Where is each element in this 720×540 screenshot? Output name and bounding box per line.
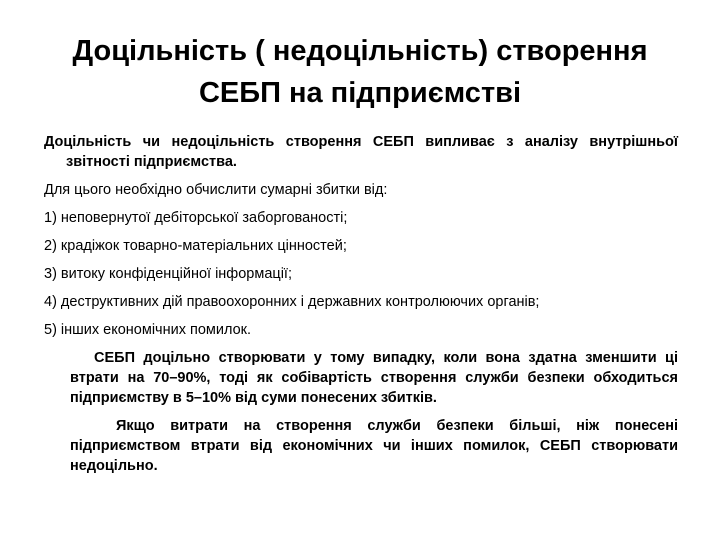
- list-item: 2) крадіжок товарно-матеріальних цінностей;: [44, 238, 347, 254]
- list-item: 4) деструктивних дій правоохоронних і державних контролюючих органів;: [44, 294, 540, 310]
- slide-title: Доцільність ( недоцільність) створення СЕБП на підприємстві: [72, 35, 648, 109]
- paragraph-benefit: СЕБП доцільно створювати у тому випадку, коли вона здатна зменшити ці втрати на 70–90%, тоді як собівартість створення служби безпеки обходиться підприємству в 5–10% від суми понесених збитків.: [70, 350, 678, 406]
- intro-paragraph: Доцільність чи недоцільність створення СЕБП випливає з аналізу внутрішньої звітності підприємства.: [44, 134, 678, 170]
- list-item: 3) витоку конфіденційної інформації;: [44, 266, 292, 282]
- slide-body: [44, 132, 678, 476]
- calc-intro: Для цього необхідно обчислити сумарні збитки від:: [44, 182, 388, 198]
- paragraph-no-benefit: Якщо витрати на створення служби безпеки більші, ніж понесені підприємством втрати від економічних чи інших помилок, СЕБП створювати недоцільно.: [70, 418, 678, 474]
- list-item: 5) інших економічних помилок.: [44, 322, 252, 338]
- list-item: 1) неповернутої дебіторської заборгованості;: [44, 210, 348, 226]
